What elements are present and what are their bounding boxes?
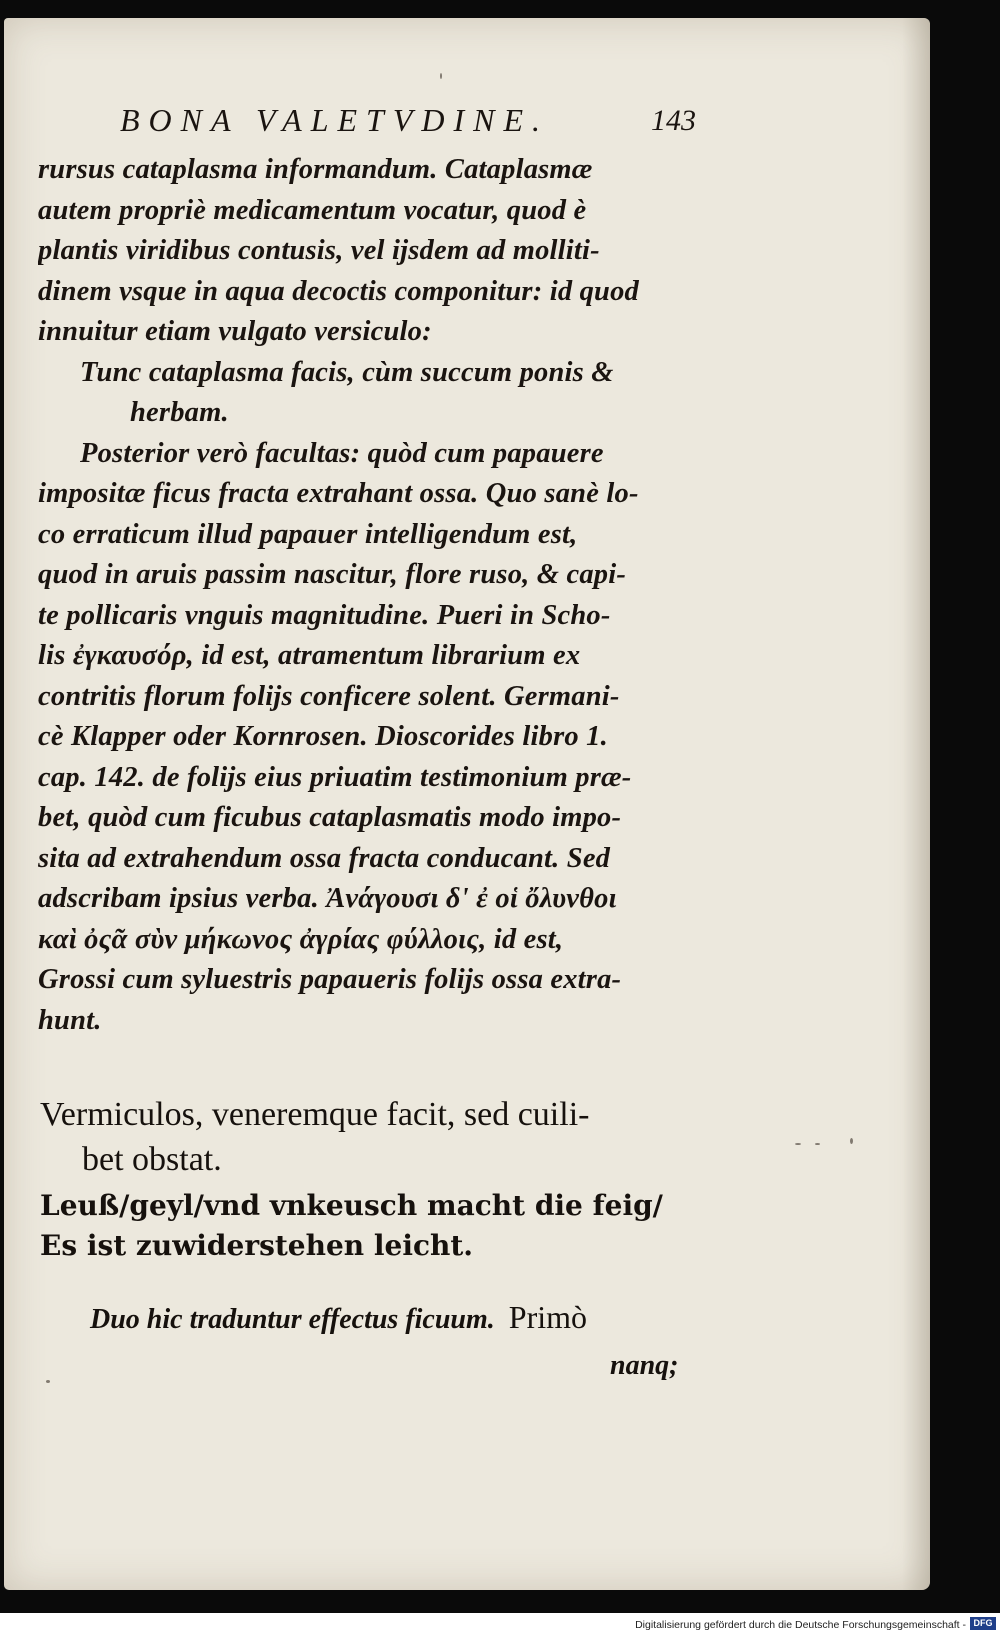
text-line: cè Klapper oder Kornrosen. Dioscorides libro 1. [38, 721, 608, 752]
text-line: Grossi cum syluestris papaueris folijs ossa extra- [38, 964, 622, 995]
text-line: rursus cataplasma informandum. Cataplasmæ [38, 154, 593, 185]
latin-verse-line: Vermiculos, veneremque facit, sed cuili- [40, 1096, 590, 1133]
latin-verse-line: bet obstat. [82, 1141, 222, 1178]
paper-speck [795, 1143, 801, 1145]
closing-line [90, 1299, 710, 1336]
latin-verse [40, 1092, 710, 1182]
text-line: co erraticum illud papauer intelligendum est, [38, 518, 578, 550]
text-line: sita ad extrahendum ossa fracta conducant. Sed [38, 842, 611, 874]
verse-quote-line: Tunc cataplasma facis, cùm succum ponis & [80, 356, 614, 388]
text-line: καὶ ὀςᾶ σὺν μήκωνος ἀγρίας φύλλοις, id est, [38, 923, 564, 955]
text-line: autem propriè medicamentum vocatur, quod è [38, 194, 587, 226]
text-line: bet, quòd cum ficubus cataplasmatis modo impo- [38, 802, 622, 833]
verse-quote-line: herbam. [130, 397, 229, 428]
text-line: dinem vsque in aqua decoctis componitur: id quod [38, 275, 640, 307]
text-line: innuitur etiam vulgato versiculo: [38, 316, 432, 347]
catchword: nanq; [610, 1350, 679, 1381]
footer-strip [0, 1613, 1000, 1633]
text-line: quod in aruis passim nascitur, flore ruso, & capi- [38, 559, 627, 590]
closing-italic-text: Duo hic traduntur effectus ficuum. [90, 1304, 495, 1335]
german-verse-line: Leuß/geyl/vnd vnkeusch macht die feig/ [40, 1189, 663, 1222]
paragraph-start-line: Posterior verò facultas: quòd cum papauere [80, 437, 604, 469]
commentary-text [38, 150, 703, 1041]
footer-credit: Digitalisierung gefördert durch die Deutsche Forschungsgemeinschaft - [635, 1619, 966, 1631]
paper-speck [440, 73, 442, 79]
paper-speck [815, 1143, 820, 1145]
text-line: lis ἐγκαυσόρ, id est, atramentum librarium ex [38, 640, 581, 671]
page-edge-shadow [902, 18, 930, 1590]
text-line: plantis viridibus contusis, vel ijsdem ad molliti- [38, 235, 600, 266]
dfg-logo: DFG [970, 1617, 996, 1630]
text-line: contritis florum folijs conficere solent. Germani- [38, 680, 620, 712]
text-line: te pollicaris vnguis magnitudine. Pueri in Scho- [38, 599, 611, 631]
german-verse [40, 1186, 710, 1266]
text-line: impositæ ficus fracta extrahant ossa. Quo sanè lo- [38, 478, 639, 509]
paper-speck [850, 1138, 853, 1144]
running-head [120, 102, 700, 146]
text-line: hunt. [38, 1004, 102, 1036]
running-title: BONA VALETVDINE. [120, 102, 550, 138]
closing-roman-text: Primò [508, 1299, 588, 1335]
german-verse-line: Es ist zuwiderstehen leicht. [40, 1229, 474, 1262]
text-line: adscribam ipsius verba. Ἀνάγουσι δ' ἐ οἱ ὄλυνθοι [38, 883, 617, 914]
page-number: 143 [651, 104, 696, 137]
text-line: cap. 142. de folijs eius priuatim testimonium præ- [38, 761, 632, 793]
paper-speck [46, 1380, 50, 1383]
